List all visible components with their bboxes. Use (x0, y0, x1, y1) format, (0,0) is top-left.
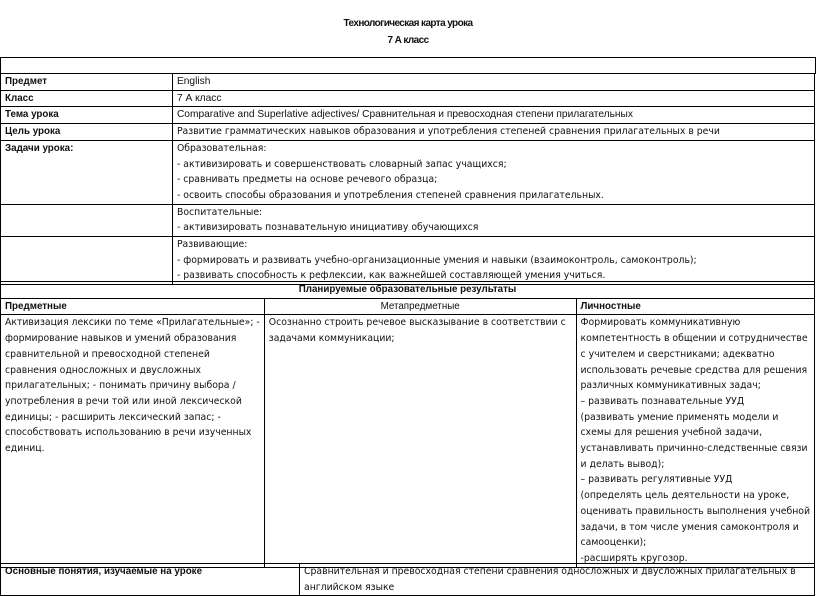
concepts-label: Основные понятия, изучаемые на уроке (1, 564, 300, 596)
text-line: сравнения односложных и двусложных (5, 364, 201, 376)
table-row (1, 90, 815, 107)
text-line: с учителем и сверстниками; адекватно (580, 348, 775, 360)
text-line: Формировать коммуникативную (580, 317, 741, 329)
text-line: английском языке (304, 581, 395, 593)
table-row (1, 124, 815, 141)
results-table (0, 281, 815, 568)
text-line: Осознанно строить речевое высказывание в соответствии с (268, 317, 566, 329)
topic-value: Comparative and Superlative adjectives/ Сравнительная и превосходная степени прилагательных (172, 107, 814, 124)
tasks-label-spacer (1, 204, 173, 236)
table-row (1, 282, 815, 299)
subject-value: English (172, 74, 814, 91)
topic-label: Тема урока (1, 107, 173, 124)
developing-title: Развивающие: (176, 239, 248, 251)
table-row (1, 237, 815, 285)
text-line: различных коммуникативных задач; (580, 380, 761, 392)
upbringing-tasks-cell (172, 204, 814, 236)
text-line: – развивать познавательные УУД (580, 395, 745, 407)
document-class-line: 7 А класс (387, 35, 429, 46)
results-section-title: Планируемые образовательные результаты (1, 282, 815, 299)
text-line: сравнительной и превосходной степеней (5, 348, 210, 360)
table-row (1, 74, 815, 91)
text-line: устанавливать причинно-следственные связи (580, 443, 808, 455)
text-line: – развивать регулятивные УУД (580, 474, 733, 486)
text-line: и делать вывод); (580, 458, 665, 470)
educational-title: Образовательная: (176, 142, 267, 154)
list-item: - активизировать и совершенствовать словарный запас учащихся; (176, 158, 507, 170)
table-row (1, 564, 815, 596)
meta-results-cell (264, 315, 576, 567)
tasks-label-spacer (1, 237, 173, 285)
list-item: - сравнивать предметы на основе речевого образца; (176, 174, 438, 186)
text-line: употребления в речи той или иной лексической (5, 395, 242, 407)
developing-tasks-cell (172, 237, 814, 285)
text-line: схемы для решения учебной задачи, (580, 427, 763, 439)
text-line: компетентность в общении и сотрудничестве (580, 333, 808, 345)
subject-label: Предмет (1, 74, 173, 91)
list-item: - освоить способы образования и употребления степеней сравнения прилагательных. (176, 189, 604, 201)
list-item: - развивать способность к рефлексии, как важнейшей составляющей умения учиться. (176, 270, 606, 282)
text-line: формирование навыков и умений образования (5, 333, 237, 345)
text-line: задачами коммуникации; (268, 333, 395, 345)
goal-value: Развитие грамматических навыков образования и употребления степеней сравнения прилагательных в речи (172, 124, 814, 141)
text-line: единицы; - расширить лексический запас; - (5, 411, 221, 423)
text-line: (определять цель деятельности на уроке, (580, 490, 790, 502)
col-header-subject: Предметные (1, 298, 265, 315)
list-item: - активизировать познавательную инициативу обучающихся (176, 222, 479, 234)
text-line: (развивать умение применять модели и (580, 411, 779, 423)
text-line: самооценки); (580, 537, 647, 549)
class-label: Класс (1, 90, 173, 107)
document-header (0, 15, 816, 49)
personal-results-cell (576, 315, 814, 567)
col-header-personal: Личностные (576, 298, 814, 315)
table-row (1, 140, 815, 204)
empty-header-row (0, 57, 816, 74)
text-line: -расширять кругозор. (580, 552, 688, 564)
document-title: Технологическая карта урока (343, 18, 473, 29)
lesson-info-table (0, 73, 815, 285)
table-row (1, 298, 815, 315)
list-item: - формировать и развивать учебно-организационные умения и навыки (взаимоконтроль, самоконтроль); (176, 254, 697, 266)
text-line: использовать речевые средства для решения (580, 364, 808, 376)
text-line: способствовать использованию в речи изученных (5, 427, 252, 439)
concepts-table (0, 563, 815, 596)
col-header-meta: Метапредметные (264, 298, 576, 315)
text-line: Сравнительная и превосходная степени сравнения односложных и двусложных прилагательных в (304, 566, 796, 577)
text-line: оценивать правильность выполнения учебной (580, 505, 810, 517)
educational-tasks-cell (172, 140, 814, 204)
upbringing-title: Воспитательные: (176, 206, 263, 218)
class-value: 7 А класс (172, 90, 814, 107)
goal-label: Цель урока (1, 124, 173, 141)
table-row (1, 107, 815, 124)
table-row (1, 315, 815, 567)
text-line: прилагательных; - понимать причину выбора / (5, 380, 236, 392)
text-line: единиц. (5, 443, 45, 455)
tasks-label: Задачи урока: (1, 140, 173, 204)
text-line: Активизация лексики по теме «Прилагательные»; - (5, 317, 260, 329)
text-line: задачи, в том числе умения самоконтроля и (580, 521, 799, 533)
table-row (1, 204, 815, 236)
subject-results-cell (1, 315, 265, 567)
concepts-value (300, 564, 815, 596)
